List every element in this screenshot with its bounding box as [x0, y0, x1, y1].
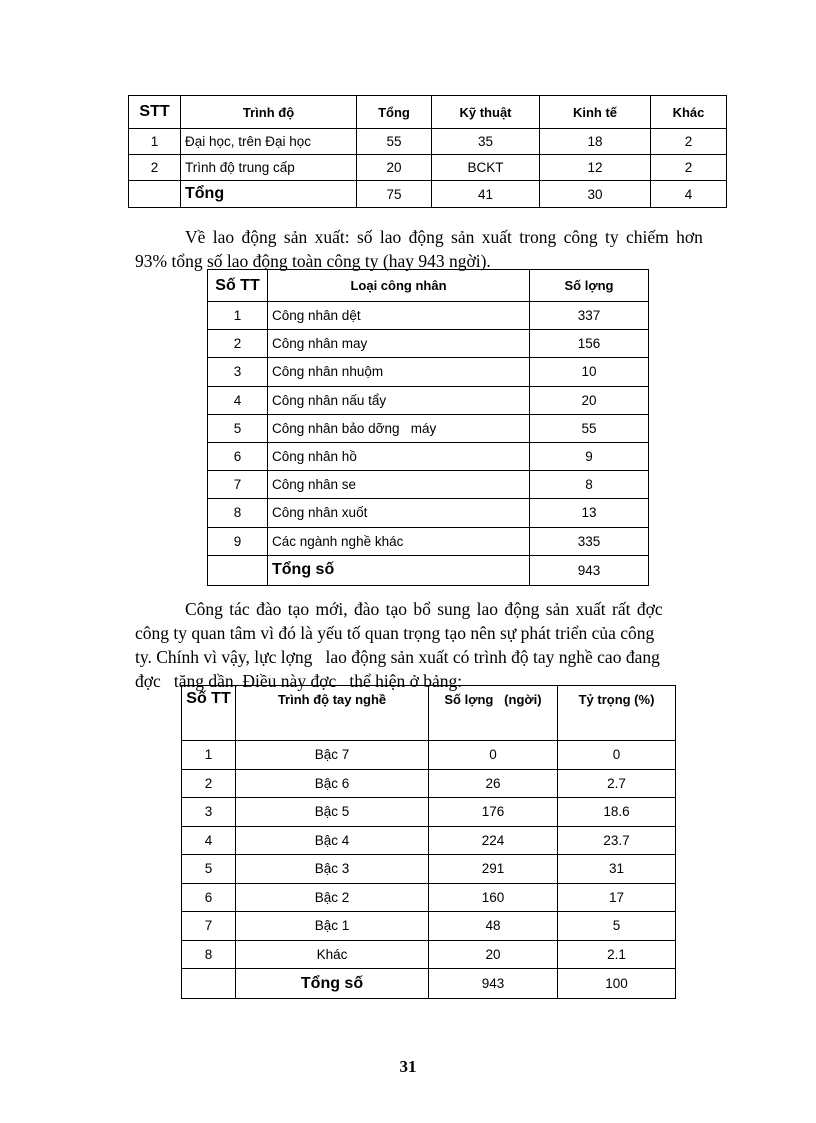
cell-no: 3 — [182, 798, 236, 827]
cell-economics: 12 — [540, 155, 651, 181]
cell-quantity: 20 — [530, 386, 649, 414]
col-header-economics: Kinh tế — [540, 96, 651, 129]
table-row — [208, 527, 649, 555]
table-row — [129, 129, 727, 155]
col-header-technical: Kỹ thuật — [432, 96, 540, 129]
cell-total: 55 — [357, 129, 432, 155]
table-header-row — [182, 686, 676, 741]
table-row — [182, 741, 676, 770]
cell-no: 5 — [208, 414, 268, 442]
col-header-stt: STT — [129, 96, 181, 129]
text-line: 93% tổng số lao động toàn công ty (hay 943 ngời). — [135, 251, 491, 271]
text-line: Về lao động sản xuất: số lao động sản xuất trong công ty chiếm hơn — [185, 227, 703, 247]
cell-stt: 2 — [129, 155, 181, 181]
cell-quantity: 9 — [530, 442, 649, 470]
table-header-row — [129, 96, 727, 129]
cell-worker-type: Công nhân bảo dỡng máy — [268, 414, 530, 442]
cell-level: Đại học, trên Đại học — [181, 129, 357, 155]
cell-quantity: 55 — [530, 414, 649, 442]
col-header-level: Trình độ — [181, 96, 357, 129]
table-row — [182, 855, 676, 884]
text-line: ty. Chính vì vậy, lực lợng lao động sản xuất có trình độ tay nghề cao đang — [135, 647, 660, 667]
cell-quantity: 160 — [429, 883, 558, 912]
skill-level-table — [181, 685, 676, 999]
table-total-row — [208, 555, 649, 585]
cell-quantity: 13 — [530, 499, 649, 527]
cell-no: 4 — [182, 826, 236, 855]
cell-stt — [129, 181, 181, 208]
education-level-table — [128, 95, 727, 208]
table-row — [208, 499, 649, 527]
cell-share: 2.7 — [558, 769, 676, 798]
cell-no: 7 — [208, 471, 268, 499]
cell-no — [208, 555, 268, 585]
text-line: Công tác đào tạo mới, đào tạo bổ sung lao động sản xuất rất đợc — [185, 599, 663, 619]
col-header-total: Tổng — [357, 96, 432, 129]
cell-skill-level: Bậc 7 — [236, 741, 429, 770]
cell-share: 18.6 — [558, 798, 676, 827]
col-header-share: Tỷ trọng (%) — [558, 686, 676, 741]
cell-skill-level: Bậc 6 — [236, 769, 429, 798]
table-row — [208, 330, 649, 358]
cell-share: 5 — [558, 912, 676, 941]
cell-worker-type: Công nhân dệt — [268, 302, 530, 330]
col-header-no: Số TT — [182, 686, 236, 741]
cell-quantity: 156 — [530, 330, 649, 358]
table-row — [182, 798, 676, 827]
table-row — [208, 386, 649, 414]
col-header-quantity: Số lợng — [530, 270, 649, 302]
table-row — [208, 471, 649, 499]
cell-share: 23.7 — [558, 826, 676, 855]
cell-quantity: 20 — [429, 940, 558, 969]
cell-no: 3 — [208, 358, 268, 386]
cell-technical: 35 — [432, 129, 540, 155]
cell-quantity: 224 — [429, 826, 558, 855]
table-row — [182, 912, 676, 941]
cell-no: 8 — [182, 940, 236, 969]
cell-quantity: 8 — [530, 471, 649, 499]
cell-quantity: 335 — [530, 527, 649, 555]
cell-worker-type: Công nhân hồ — [268, 442, 530, 470]
cell-economics: 18 — [540, 129, 651, 155]
cell-no: 2 — [182, 769, 236, 798]
cell-quantity: 10 — [530, 358, 649, 386]
cell-skill-level: Bậc 4 — [236, 826, 429, 855]
cell-no: 6 — [182, 883, 236, 912]
cell-quantity: 26 — [429, 769, 558, 798]
cell-worker-type: Công nhân nhuộm — [268, 358, 530, 386]
cell-worker-type: Các ngành nghề khác — [268, 527, 530, 555]
table-row — [208, 414, 649, 442]
page-number: 31 — [399, 1057, 417, 1076]
cell-quantity: 943 — [530, 555, 649, 585]
cell-worker-type: Công nhân may — [268, 330, 530, 358]
cell-quantity: 337 — [530, 302, 649, 330]
cell-no: 1 — [182, 741, 236, 770]
cell-skill-level: Bậc 3 — [236, 855, 429, 884]
cell-quantity: 291 — [429, 855, 558, 884]
cell-total: 75 — [357, 181, 432, 208]
col-header-quantity: Số lợng (ngời) — [429, 686, 558, 741]
cell-total-label: Tổng số — [236, 969, 429, 999]
cell-no: 5 — [182, 855, 236, 884]
table-row — [182, 769, 676, 798]
table-row — [182, 940, 676, 969]
cell-technical: BCKT — [432, 155, 540, 181]
table-row — [129, 155, 727, 181]
cell-no: 1 — [208, 302, 268, 330]
cell-other: 2 — [651, 155, 727, 181]
cell-no: 4 — [208, 386, 268, 414]
text-line: công ty quan tâm vì đó là yếu tố quan trọng tạo nên sự phát triển của công — [135, 623, 655, 643]
cell-share: 2.1 — [558, 940, 676, 969]
cell-quantity: 176 — [429, 798, 558, 827]
table-total-row — [182, 969, 676, 999]
cell-economics: 30 — [540, 181, 651, 208]
cell-no: 9 — [208, 527, 268, 555]
cell-worker-type: Công nhân xuốt — [268, 499, 530, 527]
table-row — [182, 826, 676, 855]
cell-no: 8 — [208, 499, 268, 527]
cell-other: 2 — [651, 129, 727, 155]
cell-stt: 1 — [129, 129, 181, 155]
cell-share: 31 — [558, 855, 676, 884]
cell-technical: 41 — [432, 181, 540, 208]
col-header-skill-level: Trình độ tay nghề — [236, 686, 429, 741]
cell-share: 0 — [558, 741, 676, 770]
cell-no — [182, 969, 236, 999]
cell-skill-level: Bậc 5 — [236, 798, 429, 827]
cell-no: 6 — [208, 442, 268, 470]
cell-other: 4 — [651, 181, 727, 208]
cell-total-label: Tổng — [181, 181, 357, 208]
cell-quantity: 0 — [429, 741, 558, 770]
cell-total: 20 — [357, 155, 432, 181]
cell-quantity: 943 — [429, 969, 558, 999]
cell-worker-type: Công nhân se — [268, 471, 530, 499]
table-row — [208, 302, 649, 330]
cell-total-label: Tổng số — [268, 555, 530, 585]
col-header-no: Số TT — [208, 270, 268, 302]
cell-skill-level: Bậc 2 — [236, 883, 429, 912]
worker-type-table — [207, 269, 649, 586]
paragraph-training — [135, 597, 718, 693]
text-line: đợc tăng dần. Điều này đợc thể hiện ở bảng: — [135, 671, 463, 691]
table-header-row — [208, 270, 649, 302]
cell-level: Trình độ trung cấp — [181, 155, 357, 181]
cell-skill-level: Bậc 1 — [236, 912, 429, 941]
cell-share: 17 — [558, 883, 676, 912]
table-row — [182, 883, 676, 912]
cell-share: 100 — [558, 969, 676, 999]
cell-skill-level: Khác — [236, 940, 429, 969]
paragraph-production-labor — [135, 225, 718, 273]
cell-worker-type: Công nhân nấu tẩy — [268, 386, 530, 414]
col-header-other: Khác — [651, 96, 727, 129]
col-header-worker-type: Loại công nhân — [268, 270, 530, 302]
cell-no: 7 — [182, 912, 236, 941]
table-row — [208, 442, 649, 470]
cell-no: 2 — [208, 330, 268, 358]
table-row — [208, 358, 649, 386]
table-total-row — [129, 181, 727, 208]
cell-quantity: 48 — [429, 912, 558, 941]
